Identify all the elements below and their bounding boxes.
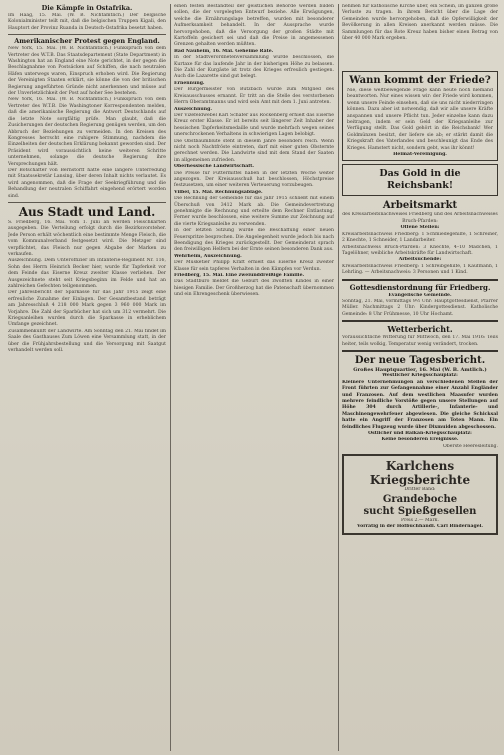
arbeitsmarkt-sub: des Kreisarbeitsnachweises Friedberg und des Arbeitsnachweises Bruch-Pfarden: bbox=[342, 212, 498, 224]
arbeitsuchende-label: Arbeitsuchende: bbox=[398, 257, 442, 263]
subheadline: Oberhessische Landwirtschaft. bbox=[174, 164, 254, 170]
column-left bbox=[8, 4, 166, 751]
advert-store: Vorrätig in der Hofbuchhandl. Carl Bindernagel. bbox=[356, 524, 484, 530]
article-text: S. Friedberg, 16. Mai. Vom 1. Juni an werden Fleischkarten ausgegeben. Die Verteilung erfolgt durch die Bezirksvorsteher. Jede Person erhält wöchentlich eine bestimmte Menge Fleisch, die vom Kommunalverband festgesetzt wird. Die Metzger sind verpflichtet, das Fleisch nur gegen Abgabe der Marken zu verkaufen. bbox=[8, 219, 166, 257]
friede-title: Wann kommt der Friede? bbox=[349, 75, 491, 86]
tagesbericht-sub: Großes Hauptquartier, 16. Mai (W. B. Amtlich.) bbox=[353, 366, 487, 373]
gold-banner bbox=[342, 164, 498, 196]
tagesbericht-end1: Östlicher und Balkan-Kriegsschauplatz: bbox=[368, 431, 472, 437]
article-text: Die Obstbaumblüte steht in diesem Jahre besonders reich. Wenn nicht noch Nachtfröste eintreten, darf mit einer guten Obsternte gerechnet werden. Die Landwirte sind mit dem Stand der Saaten im allgemeinen zufrieden. bbox=[174, 138, 334, 163]
divider bbox=[342, 320, 498, 322]
article-text: Der Bürgermeister von Butzbach wurde zum Mitglied des Kreisausschusses ernannt. Er tritt an die Stelle des verstorbenen Herrn Oberamtmanns und wird sein Amt mit dem 1. Juni antreten. bbox=[174, 87, 334, 106]
tagesbericht-end2: Keine besonderen Ereignisse. bbox=[381, 437, 459, 443]
friede-sign: Heimat-Vereinigung. bbox=[393, 152, 447, 158]
article-text: Das Stadtbüro meldet die Geburt des zwölften Kindes in einer hiesigen Familie. Der Großherzog hat die Patenschaft übernommen und ein Ehrengeschenk überwiesen. bbox=[174, 279, 334, 298]
arbeitsmarkt-entry: Kreisarbeitsnachweis Friedberg: 1 Schmiedegehilfe, 1 Schreiner, 2 Knechte, 1 Schneider, 1 Landarbeiter. bbox=[342, 231, 498, 244]
tagesbericht-sign: Oberste Heeresleitung. bbox=[443, 443, 498, 449]
section-title-stadt-land: Aus Stadt und Land. bbox=[18, 204, 156, 219]
subheadline: Wehrheim, Auszeichnung. bbox=[174, 253, 242, 259]
friede-text: Nie, diese weltbewegende Frage kann heute noch niemand beantworten. Nur eines wissen wir: der Friede wird kommen, wenn unsere Feinde einsehen, daß sie uns nicht niederringen können. Dazu aber ist notwendig, daß wir alle unsere Kräfte anspannen und unsere Pflicht tun. Jeder einzelne kann dazu beitragen, indem er sein Geld der Kriegsanleihe zur Verfügung stellt. Das Gold gehört in die Reichsbank! Wer Goldmünzen besitzt, der liefere sie ab; er stärkt damit die Kriegskraft des Vaterlandes und beschleunigt das Ende des Krieges. Hamstert nicht, sondern gebt, was ihr könnt! bbox=[347, 88, 493, 151]
article-text: Der Vizefeldwebel Karl Schäfer aus Rockenberg erhielt das Eiserne Kreuz erster Klasse. Er ist bereits seit längerer Zeit Inhaber der hessischen Tapferkeitsmedaille und wurde mehrfach wegen seines unerschrockenen Verhaltens in schwierigen Lagen belobigt. bbox=[174, 112, 334, 138]
article-text: nehmen für katholische Kirche über, ein Schein, im ganzen große Verluste zu tragen. In ihrem Bericht über die Lage der Gemeinden wurde hervorgehoben, daß die Opferwilligkeit der Bevölkerung in allen Kreisen anerkannt werden müsse. Die Sammlungen für das Rote Kreuz haben bisher einen Betrag von über 40 000 Mark ergeben. bbox=[342, 4, 498, 42]
advert-title: Karlchens Kriegsberichte bbox=[369, 459, 471, 488]
article-text: In der letzten Sitzung wurde die Beschaffung einer neuen Feuerspritze besprochen. Die Angelegenheit wurde jedoch bis nach Beendigung des Krieges zurückgestellt. Der Gemeinderat sprach den freiwilligen Helfern bei der Ernte seinen besonderen Dank aus. bbox=[174, 228, 334, 253]
subheadline: Friedberg, 15. Mai. Eine zweiunddreißige Familie. bbox=[174, 273, 305, 279]
article-text: In der Stadtverordnetenversammlung wurde beschlossen, die Kurtaxe für das laufende Jahr in der bisherigen Höhe zu belassen. Die Zahl der Kurgäste ist trotz des Krieges erfreulich gestiegen. Auch die Lazarette sind gut belegt. bbox=[174, 55, 334, 80]
friede-box bbox=[342, 71, 498, 161]
article-text: Die Preise für Futtermittel haben in der letzten Woche weiter angezogen. Der Kreisausschuß hat beschlossen, Höchstpreise festzusetzen, um einer weiteren Verteuerung vorzubeugen. bbox=[174, 170, 334, 189]
tagesbericht-title: Der neue Tagesbericht. bbox=[354, 354, 486, 366]
headline-protest: Amerikanischer Protest gegen England. bbox=[14, 37, 160, 46]
divider bbox=[342, 279, 498, 281]
arbeitsmarkt-entry: Kreisarbeitsnachweis Friedberg: 1 Schreibgehilfe, 1 Kaufmann, 1 Lehrling. — Arbeitsnachweis: 3 Personen und 1 Kind. bbox=[342, 263, 498, 276]
article-text: Der Jahresbericht der Sparkasse für das Jahr 1915 zeigt eine erfreuliche Zunahme der Einlagen. Der Gesamtbestand beträgt am Jahresschluß 4 218 000 Mark gegen 3 960 000 Mark im Vorjahre. Die Zahl der Sparbücher hat sich um 312 vermehrt. Die Kriegsanleihen wurden durch die Sparkasse in erheblichem Umfange gezeichnet. bbox=[8, 290, 166, 328]
offene-stellen-label: Offene Stellen: bbox=[400, 225, 440, 231]
book-advert bbox=[342, 454, 498, 535]
advert-band: Dritter Band: bbox=[404, 487, 436, 493]
gottesdienst-text: Sonntag, 21. Mai, vormittags 9½ Uhr: Hauptgottesdienst, Pfarrer Müller. Nachmittags 2 Uhr: Kindergottesdienst. Katholische Gemeinde: 8 Uhr Frühmesse, 10 Uhr Hochamt. bbox=[342, 298, 498, 317]
gottesdienst-title: Gottesdienstordnung für Friedberg. bbox=[349, 282, 491, 292]
article-text: Der Musketier Philipp Kraft erhielt das Eiserne Kreuz zweiter Klasse für sein tapferes Verhalten in den Kämpfen vor Verdun. bbox=[174, 260, 334, 272]
subheadline: Bad Nauheim, 16. Mai. Geheime Räte. bbox=[174, 48, 274, 54]
gottesdienst-sub: Evangelische Gemeinde. bbox=[388, 292, 452, 298]
article-text: einen festen Bestandteil der geistlichen Behörde werden bilden sollen, die der vorgelegten Entwurf beziehe. Alle Erwägungen, welche die Ernährungslage betreffen, wurden mit besonderer Aufmerksamkeit behandelt. In der Aussprache wurde hervorgehoben, daß die Versorgung der großen Städte mit Kartoffeln gesichert sei und daß die Preise in angemessenen Grenzen gehalten werden müßten. bbox=[174, 4, 334, 48]
wetter-title: Wetterbericht. bbox=[387, 324, 453, 335]
arbeitsmarkt-entry: Arbeitsnachweis Bruch-Pfarden: 3 Knechte, 4–10 Mädchen, 1 Tagelöhner, weibliche Arbeitskräfte für Landwirtschaft. bbox=[342, 244, 498, 256]
article-text: Im Haag, 15. Mai. (W. B. Nichtamtlich.) Der belgische Kolonialminister teilt mit, daß die belgischen Truppen Kigali, den Hauptort der Provinz Ruanda in Deutsch-Ostafrika besetzt haben. bbox=[8, 13, 166, 31]
column-right bbox=[342, 4, 498, 751]
subheadline: Ernennung. bbox=[174, 80, 205, 86]
subheadline: Vilbel, 15. Mai. Rechnungsablage. bbox=[174, 189, 263, 195]
tagesbericht-text: Kleinere Unternehmungen an verschiedenen Stellen der Front führten zur Gefangennahme einer Anzahl Engländer und Franzosen. Auf dem westlichen Maasufer wurden mehrere feindliche Vorstöße gegen unsere Stellungen auf Höhe 304 durch Artillerie-, Infanterie- und Maschinengewehrfeuer abgewiesen. Die gleiche Schicksal hatte ein Angriff der Franzosen am Toten Mann. Ein feindliches Flugzeug wurde über Dixmuiden abgeschossen. bbox=[342, 379, 498, 430]
article-text: Zusammenkunft der Landwirte. Am Sonntag den 21. Mai findet im Saale des Gasthauses Zum Löwen eine Versammlung statt, in der über die Frühjahrsbestellung und die Versorgung mit Saatgut verhandelt werden soll. bbox=[8, 328, 166, 354]
gold-banner-text: Das Gold in die Reichsbank! bbox=[379, 168, 461, 192]
advert-line2: sucht Spießgesellen bbox=[363, 505, 477, 517]
article-text: New York, 16. Mai. (W. B. Nichtamtlich.) Funkspruch von dem Vertreter des W.T.B. Die Washingtoner Korrespondenten melden, daß die amerikanische Regierung die Antwort Deutschlands auf die letzte Note sorgfältig prüfe. Man glaubt, daß die Zusicherungen der deutschen Regierung genügen werden, um den Abbruch der Beziehungen zu vermeiden. In den Kreisen des Kongresses herrscht eine ruhigere Stimmung, nachdem die Einzelheiten der deutschen Erklärung bekannt geworden sind. Der Präsident wird voraussichtlich keine weiteren Schritte unternehmen, solange die deutsche Regierung ihre Versprechungen hält. bbox=[8, 97, 166, 167]
tagesbericht-head: Westlicher Kriegsschauplatz: bbox=[382, 373, 458, 379]
headline-ostafrika: Die Kämpfe in Ostafrika. bbox=[41, 4, 133, 12]
divider bbox=[8, 202, 166, 203]
advert-line1: Grandeboche bbox=[382, 493, 458, 505]
advert-price: Preis 2.— Mark. bbox=[401, 517, 439, 523]
article-text: Die Rechnung der Gemeinde für das Jahr 1915 schließt mit einem Überschuß von 3412 Mark ab. Die Gemeindevertretung genehmigte die Rechnung und erteilte dem Rechner Entlastung. Ferner wurde beschlossen, eine weitere Summe zur Zeichnung auf die vierte Kriegsanleihe zu verwenden. bbox=[174, 196, 334, 227]
article-text: New York, 15. Mai. (W. B. Nichtamtlich.) Funkspruch von dem Vertreter des W.T.B. Das Staatsdepartement (State Department) in Washington hat an England eine Note gerichtet, in der gegen die Beschlagnahme von Postsäcken auf Schiffen, die nach neutralen Häfen unterwegs waren, Einspruch erhoben wird. Die Regierung der Vereinigten Staaten erklärt, sie könne die von der britischen Regierung angeführten Gründe nicht anerkennen und müsse auf der Unverletzlichkeit der Post auf hoher See bestehen. bbox=[8, 46, 166, 97]
divider bbox=[342, 350, 498, 352]
column-rule bbox=[338, 4, 339, 751]
column-middle bbox=[174, 4, 334, 751]
arbeitsmarkt-title: Arbeitsmarkt bbox=[382, 200, 458, 212]
article-text: Der Botschafter von Bernstorff hatte eine längere Unterredung mit Staatssekretär Lansing, über deren Inhalt nichts verlautet. Es wird angenommen, daß die Frage der Seekriegführung und die Behandlung der neutralen Schiffahrt eingehend erörtert worden sind. bbox=[8, 167, 166, 199]
subheadline: Auszeichnung. bbox=[174, 106, 212, 112]
wetter-text: Voraussichtliche Witterung für Mittwoch, den 17. Mai 1916: Teils heiter, teils wolkig, Temperatur wenig verändert, trocken. bbox=[342, 335, 498, 347]
article-text: Auszeichnung. Dem Unteroffizier im Infanterie-Regiment Nr. 116, Sohn des Herrn Heinrich Becker hier, wurde für Tapferkeit vor dem Feinde das Eiserne Kreuz zweiter Klasse verliehen. Der Ausgezeichnete steht seit Kriegsbeginn im Felde und hat an zahlreichen Gefechten teilgenommen. bbox=[8, 258, 166, 290]
column-rule bbox=[170, 4, 171, 751]
divider bbox=[8, 34, 166, 35]
